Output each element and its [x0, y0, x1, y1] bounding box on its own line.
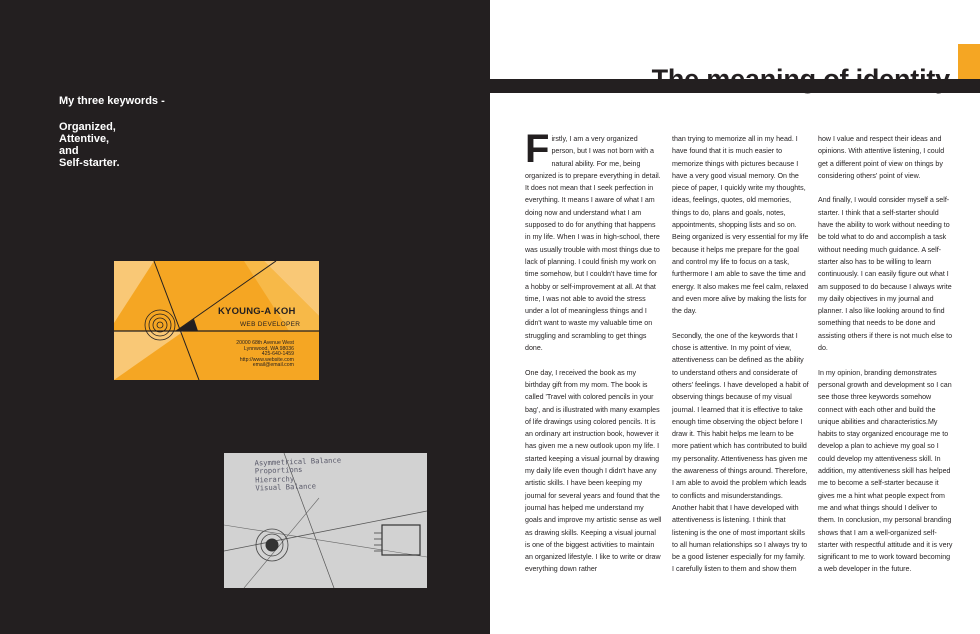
- article-column-3: [818, 133, 955, 588]
- paragraph-text: irstly, I am a very organized person, but I was not born with a natural ability. For me, being organized is to prepare everything in detail. It does not mean that I seek perfection in everything. It means I aware of what I am doing now and understand what I am supposed to do for anything that happens in my life. When I was in high-school, there was usually trouble with most things due to lack of planning. I could finish my work on time somehow, but I couldn't have time for a hobby or self-improvement at all. At that time, I was not able to avoid the stress under a lot of meaningless things and I didn't want to waste my valuable time on struggling and scrambling to get things done.: [525, 135, 661, 353]
- keywords-heading: My three keywords -: [59, 95, 165, 107]
- sketch-note: Proportions: [254, 465, 303, 476]
- article-paragraph: In my opinion, branding demonstrates personal growth and development so I can see those three keywords somehow connect with each other and build the unique abilities and characteristics.My habits to stay organized encourage me to develop a plan to achieve my goal so I could develop my attentiveness skill. In addition, my attentiveness skill has helped me to become a self-starter because it gives me a hint what people expect from me and what things should I deliver to them. In conclusion, my personal branding shows that I am a well-organized self-starter with respectful attitude and it is very significant to me to work toward becoming a web developer in the future.: [818, 368, 953, 574]
- sketch-notes: [254, 457, 342, 494]
- card-website: http://www.website.com: [239, 356, 294, 363]
- article-paragraph: Secondly, the one of the keywords that I chose is attentive. In my point of view, attentiveness can be defined as the ability to understand others and considerate of others' feelings. I have developed a habit of observing things because of my visual journal. I learned that it is effective to take enough time observing the object before I draw it. This habit helps me learn to be more patient which has contributed to build my personality. Attentiveness has given me the awareness of things around. Therefore, I am able to avoid the problem which leads to conflicts and misunderstandings. Another habit that I have developed with attentiveness is listening. I think that listening is the one of most important skills to all human relationships so I always try to be a good listener especially for my family. I carefully listen to them and show them: [672, 331, 809, 574]
- card-contact: [236, 341, 294, 369]
- article-column-1: [525, 127, 662, 588]
- keywords-block: [59, 95, 165, 169]
- title-accent-block: [958, 44, 980, 79]
- sketch-note: Visual Balance: [255, 481, 317, 493]
- keyword-and: and: [59, 145, 79, 157]
- article-paragraph: And finally, I would consider myself a self-starter. I think that a self-starter should have the ability to work without needing to be told what to do and accomplish a task without needing much guidance. A self-starter also has to be willing to learn continuously. I can easily figure out what I am supposed to do because I always write my daily objectives in my journal and planner. I also like looking around to find something that needs to be done and assisting others if there is not much else to do.: [818, 196, 953, 353]
- card-name: KYOUNG-A KOH: [218, 306, 296, 317]
- article-paragraph: how I value and respect their ideas and opinions. With attentive listening, I could get a different point of view on things by considering others' point of view.: [818, 135, 945, 180]
- keyword-attentive: Attentive,: [59, 133, 110, 145]
- article-paragraph: than trying to memorize all in my head. I have found that it is much easier to memorize things with pictures because I have a very good visual memory. On the piece of paper, I quickly write my thoughts, ideas, feelings, quotes, old memories, things to do, plans and goals, notes, appointments, shopping lists and so on. Being organized is very essential for my life because it helps me prepare for the goal and control my life to focus on a task, furthermore I am able to save the time and energy. It also makes me feel calm, relaxed and even more alive by making the lists for the day.: [672, 135, 809, 316]
- keyword-organized: Organized,: [59, 121, 116, 133]
- title-underline-bar: [490, 79, 980, 93]
- article-paragraph: One day, I received the book as my birthday gift from my mom. The book is called 'Travel with colored pencils in your bag', and is illustrated with many examples of life drawings using colored pencils. It is an ordinary art instruction book, however it has given me a new outlook upon my life. I started keeping a visual journal by drawing my daily life even though I didn't have any artistic skills. I have been keeping my journal for several years and found that the journal has helped me understand my goals and improve my artistic sense as well as drawing skills. Keeping a visual journal is one of the biggest activities to maintain an organized lifestyle. I like to write or draw everything down rather: [525, 368, 662, 574]
- card-email: email@email.com: [252, 362, 294, 369]
- drop-cap: F: [525, 127, 550, 171]
- card-phone: 425-640-1459: [261, 351, 294, 358]
- card-address-line: 20000 68th Avenue West: [236, 340, 294, 346]
- card-city-line: Lynnwood, WA 98036: [243, 345, 294, 352]
- keyword-self-starter: Self-starter.: [59, 157, 120, 169]
- sketch-note: Hierarchy: [254, 473, 295, 485]
- card-role: WEB DEVELOPER: [240, 321, 301, 328]
- article-paragraph: [525, 127, 662, 354]
- sketch-note: Asymmetrical Balance: [254, 455, 342, 468]
- article-column-2: [672, 133, 809, 588]
